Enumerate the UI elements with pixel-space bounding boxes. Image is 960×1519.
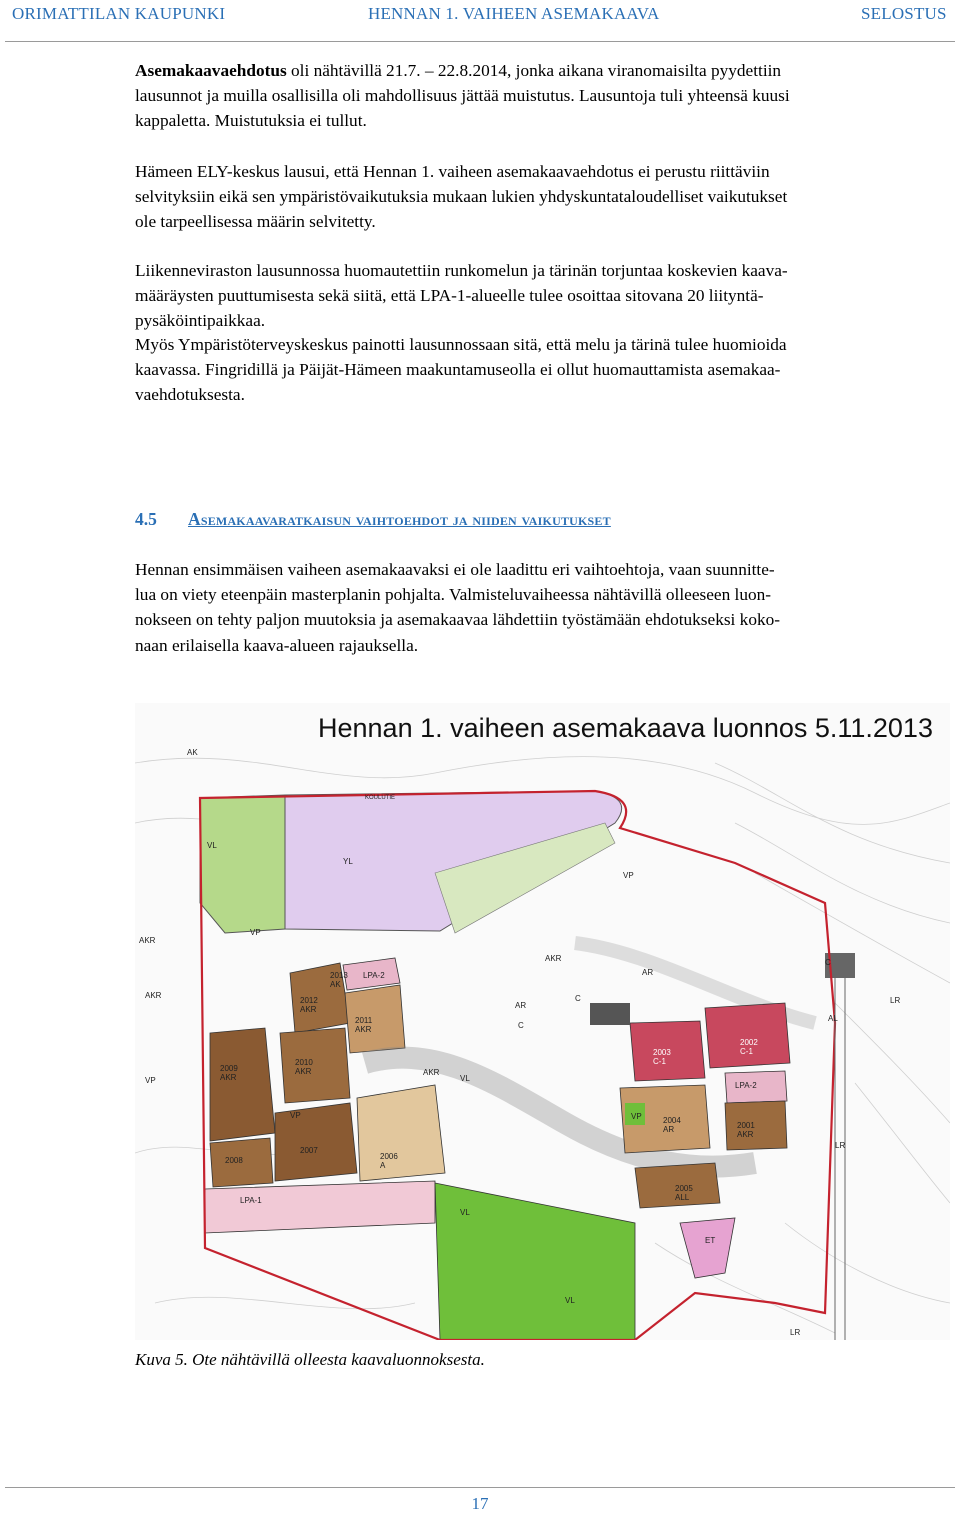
- akr-2009: [210, 1028, 275, 1141]
- label-a2007: 2007: [300, 1146, 318, 1155]
- label-vp4: VP: [290, 1111, 301, 1120]
- p5-line4: naan erilaisella kaava-alueen rajauksella.: [135, 635, 419, 655]
- label-a2005: 2005 ALL: [675, 1184, 693, 1202]
- label-lr1: LR: [890, 996, 901, 1005]
- p1-bold: Asemakaavaehdotus: [135, 61, 287, 80]
- label-yl: YL: [343, 857, 353, 866]
- label-akr2013: 2013 AK: [330, 971, 348, 989]
- label-akr2012: 2012 AKR: [300, 996, 318, 1014]
- p1-line1: oli nähtävillä 21.7. – 22.8.2014, jonka aikana viranomaisilta pyydettiin: [286, 61, 782, 80]
- hatched-area: [590, 1003, 630, 1025]
- p1-line3: kappaletta. Muistutuksia ei tullut.: [135, 111, 367, 131]
- label-al: AL: [828, 1014, 838, 1023]
- header-left: ORIMATTILAN KAUPUNKI: [12, 4, 226, 23]
- label-vps: VP: [631, 1112, 642, 1121]
- paragraph-1: [135, 58, 950, 134]
- label-lpa1: LPA-1: [240, 1196, 262, 1205]
- label-c3: C: [825, 958, 831, 967]
- section-number: 4.5: [135, 509, 157, 529]
- p3-line1: Liikenneviraston lausunnossa huomautettiin runkomelun ja tärinän torjuntaa koskevien kaava-: [135, 261, 788, 280]
- label-akr1: AKR: [139, 936, 156, 945]
- label-koulu: KOULUTIE: [365, 795, 396, 801]
- label-akr2011: 2011 AKR: [355, 1016, 373, 1034]
- p2-line1: Hämeen ELY-keskus lausui, että Hennan 1. vaiheen asemakaavaehdotus ei perustu riittäviin: [135, 162, 770, 181]
- p5-line1: Hennan ensimmäisen vaiheen asemakaavaksi ei ole laadittu eri vaihtoehtoja, vaan suunnitte-: [135, 560, 775, 579]
- akr-2001: [725, 1101, 787, 1150]
- label-akr2010: 2010 AKR: [295, 1058, 313, 1076]
- p1-line2: lausunnot ja muilla osallisilla oli mahdollisuus jättää muistutus. Lausuntoja tuli yhteensä kuusi: [135, 86, 790, 106]
- p2-line2: selvityksiin eikä sen ympäristövaikutuksia mukaan lukien yhdyskuntataloudelliset vaikutukset: [135, 187, 788, 207]
- paragraph-5: [135, 557, 950, 658]
- label-lr2: LR: [835, 1141, 846, 1150]
- p2-line3: ole tarpeellisessa määrin selvitetty.: [135, 212, 376, 232]
- label-vl2: VL: [460, 1208, 470, 1217]
- label-ar1: AR: [515, 1001, 527, 1010]
- label-lpa2a: LPA-2: [363, 971, 385, 980]
- block-2006: [357, 1085, 445, 1181]
- label-akr2001: 2001 AKR: [737, 1121, 755, 1139]
- page-header: [0, 4, 960, 34]
- p5-line2: lua on viety eteenpäin masterplanin pohjalta. Valmisteluvaiheessa nähtävillä olleeseen luon-: [135, 585, 772, 605]
- c1-2002: [705, 1003, 790, 1068]
- label-vl3: VL: [565, 1296, 575, 1305]
- footer-rule: [5, 1487, 955, 1488]
- label-a2006: 2006 A: [380, 1152, 398, 1170]
- figure-caption: Kuva 5. Ote nähtävillä olleesta kaavaluonnoksesta.: [135, 1350, 485, 1369]
- akr-2011: [345, 985, 405, 1053]
- label-c2002: 2002 C-1: [740, 1038, 758, 1056]
- p4-line1: Myös Ympäristöterveyskeskus painotti lausunnossaan sitä, että melu ja tärinä tulee huomioida: [135, 335, 787, 354]
- section-title: Asemakaavaratkaisun vaihtoehdot ja niiden vaikutukset: [188, 509, 611, 529]
- label-akr2: AKR: [145, 991, 162, 1000]
- header-right: SELOSTUS: [861, 4, 947, 23]
- label-a2008: 2008: [225, 1156, 243, 1165]
- map-title: Hennan 1. vaiheen asemakaava luonnos 5.11.2013: [318, 713, 933, 743]
- zoning-map: [135, 703, 950, 1340]
- label-ar2: AR: [642, 968, 654, 977]
- page-number: 17: [471, 1494, 489, 1513]
- label-et: ET: [705, 1236, 716, 1245]
- label-vl4: VL: [460, 1074, 470, 1083]
- p3-line3: pysäköintipaikkaa.: [135, 311, 266, 331]
- paragraph-2: [135, 159, 950, 235]
- vl-area-top: [200, 795, 285, 933]
- label-akr2009: 2009 AKR: [220, 1064, 238, 1082]
- paragraph-4: [135, 332, 950, 408]
- p4-line3: vaehdotuksesta.: [135, 385, 245, 405]
- label-vp1: VP: [623, 871, 634, 880]
- label-akr3: AKR: [545, 954, 562, 963]
- label-c1: C: [518, 1021, 524, 1030]
- section-heading: [135, 509, 950, 530]
- block-2007: [275, 1103, 357, 1181]
- label-vl1: VL: [207, 841, 217, 850]
- header-center: HENNAN 1. VAIHEEN ASEMAKAAVA: [368, 4, 660, 23]
- label-c2003: 2003 C-1: [653, 1048, 671, 1066]
- p4-line2: kaavassa. Fingridillä ja Päijät-Hämeen maakuntamuseolla ei ollut huomauttamista asemakaa-: [135, 360, 781, 380]
- label-akr4: AKR: [423, 1068, 440, 1077]
- paragraph-3: [135, 258, 950, 334]
- akr-2010: [280, 1028, 350, 1103]
- label-vp2: VP: [250, 928, 261, 937]
- p5-line3: nokseen on tehty paljon muutoksia ja asemakaavaa lähdettiin työstämään ehdotukseksi koko-: [135, 610, 781, 630]
- header-rule: [5, 41, 955, 42]
- label-c2: C: [575, 994, 581, 1003]
- label-lr3: LR: [790, 1328, 801, 1337]
- label-ak: AK: [187, 748, 198, 757]
- label-vp3: VP: [145, 1076, 156, 1085]
- label-akr2004: 2004 AR: [663, 1116, 681, 1134]
- p3-line2: määräysten puuttumisesta sekä siitä, että LPA-1-alueelle tulee osoittaa sitovana 20 liityntä-: [135, 286, 764, 306]
- label-lpa2b: LPA-2: [735, 1081, 757, 1090]
